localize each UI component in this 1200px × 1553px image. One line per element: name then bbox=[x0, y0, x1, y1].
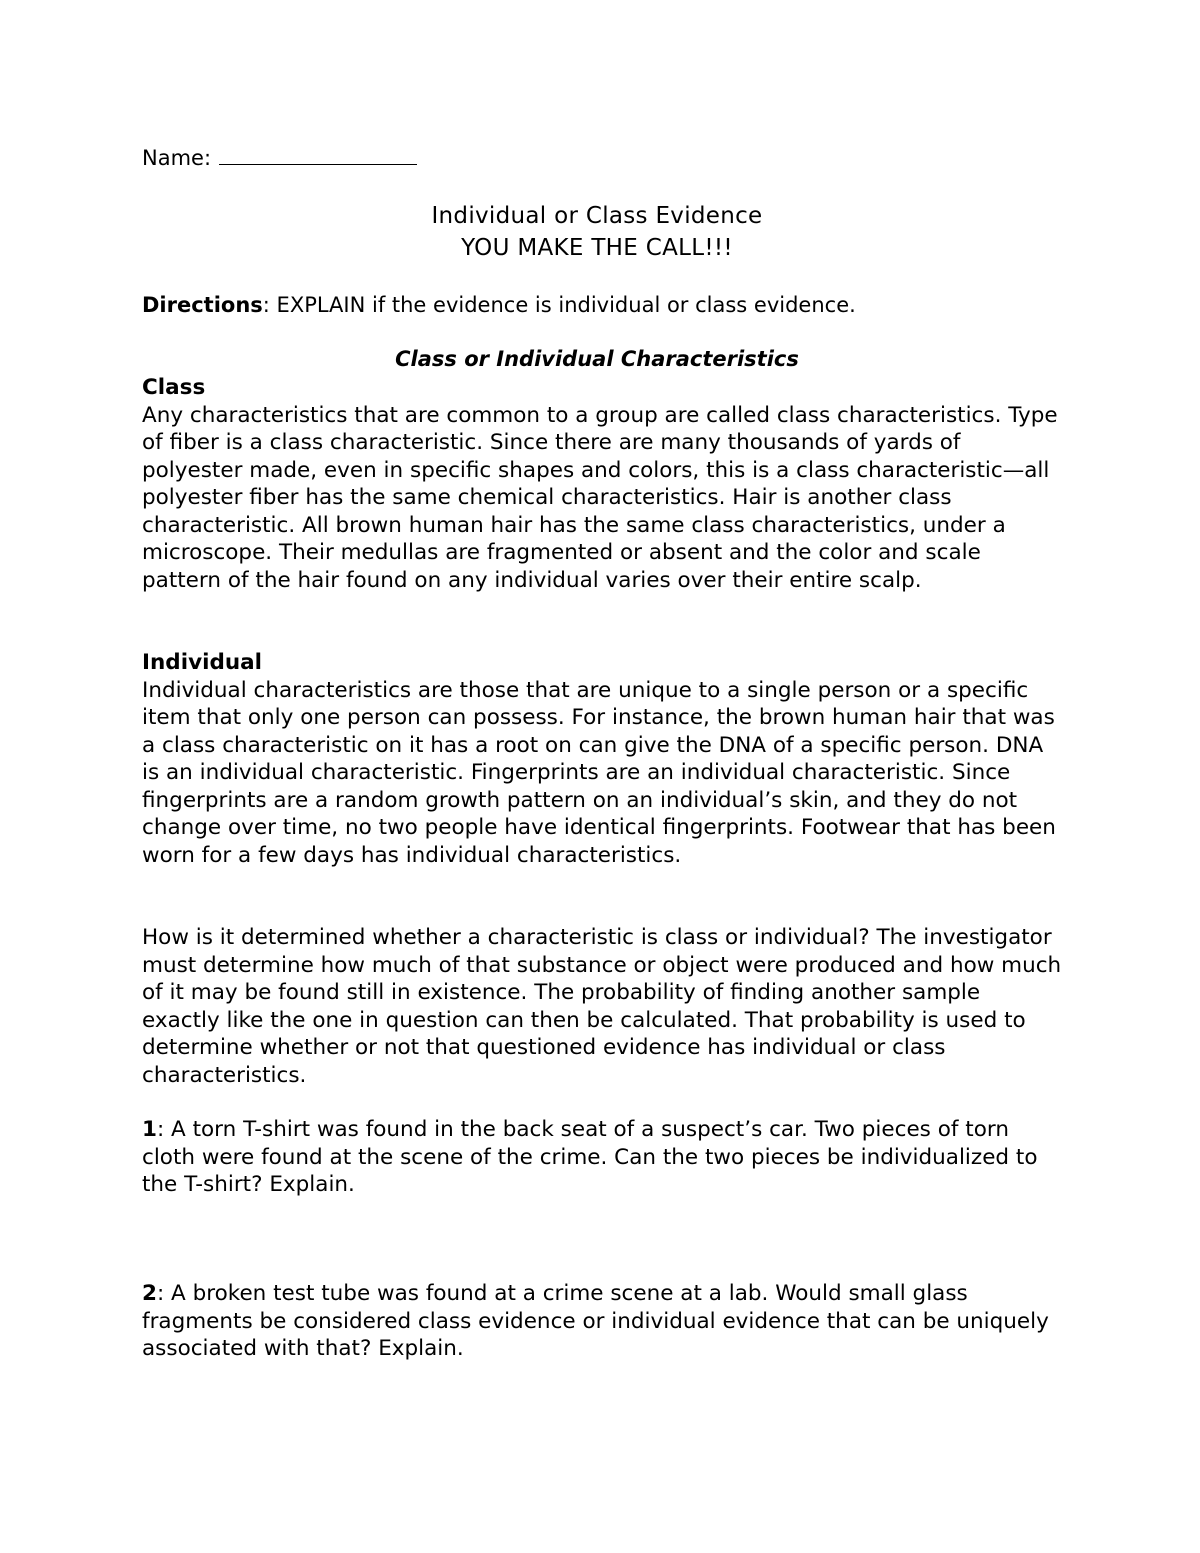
name-label: Name: bbox=[142, 146, 212, 170]
question-2 bbox=[142, 1280, 1062, 1363]
name-field bbox=[142, 142, 417, 173]
title-line-1: Individual or Class Evidence bbox=[431, 203, 763, 229]
directions-text: : EXPLAIN if the evidence is individual or class evidence. bbox=[262, 293, 856, 317]
name-blank-line[interactable] bbox=[219, 142, 417, 165]
determination-paragraph bbox=[142, 924, 1062, 1089]
question-1-text: : A torn T-shirt was found in the back seat of a suspect’s car. Two pieces of torn cloth were found at the scene of the crime. Can the two pieces be individualized to the T-shirt? Explain. bbox=[142, 1117, 1038, 1197]
worksheet-title bbox=[142, 200, 1052, 264]
determination-text: How is it determined whether a characteristic is class or individual? The investigator must determine how much of that substance or object were produced and how much of it may be found still in existence. The probability of finding another sample exactly like the one in question can then be calculated. That probability is used to determine whether or not that questioned evidence has individual or class characteristics. bbox=[142, 925, 1062, 1088]
individual-body: Individual characteristics are those that are unique to a single person or a specific item that only one person can possess. For instance, the brown human hair that was a class characteristic on it has a root on can give the DNA of a specific person. DNA is an individual characteristic. Fingerprints are an individual characteristic. Since fingerprints are a random growth pattern on an individual’s skin, and they do not change over time, no two people have identical fingerprints. Footwear that has been worn for a few days has individual characteristics. bbox=[142, 677, 1056, 868]
directions bbox=[142, 291, 856, 320]
question-1 bbox=[142, 1116, 1062, 1199]
directions-label: Directions bbox=[142, 293, 263, 317]
question-2-text: : A broken test tube was found at a crime scene at a lab. Would small glass fragments be considered class evidence or individual evidence that can be uniquely associated with that? Explain. bbox=[142, 1281, 1049, 1361]
section-heading: Class or Individual Characteristics bbox=[395, 347, 799, 371]
class-section bbox=[142, 374, 1062, 594]
class-heading: Class bbox=[142, 375, 206, 400]
class-body: Any characteristics that are common to a group are called class characteristics. Type of fiber is a class characteristic. Since there are many thousands of yards of polyester made, even in specific shapes and colors, this is a class characteristic—all polyester fiber has the same chemical characteristics. Hair is another class characteristic. All brown human hair has the same class characteristics, under a microscope. Their medullas are fragmented or absent and the color and scale pattern of the hair found on any individual varies over their entire scalp. bbox=[142, 402, 1058, 593]
individual-heading: Individual bbox=[142, 650, 263, 675]
question-2-number: 2 bbox=[142, 1281, 157, 1306]
question-1-number: 1 bbox=[142, 1117, 157, 1142]
title-line-2: YOU MAKE THE CALL!!! bbox=[461, 235, 733, 261]
individual-section bbox=[142, 649, 1062, 869]
